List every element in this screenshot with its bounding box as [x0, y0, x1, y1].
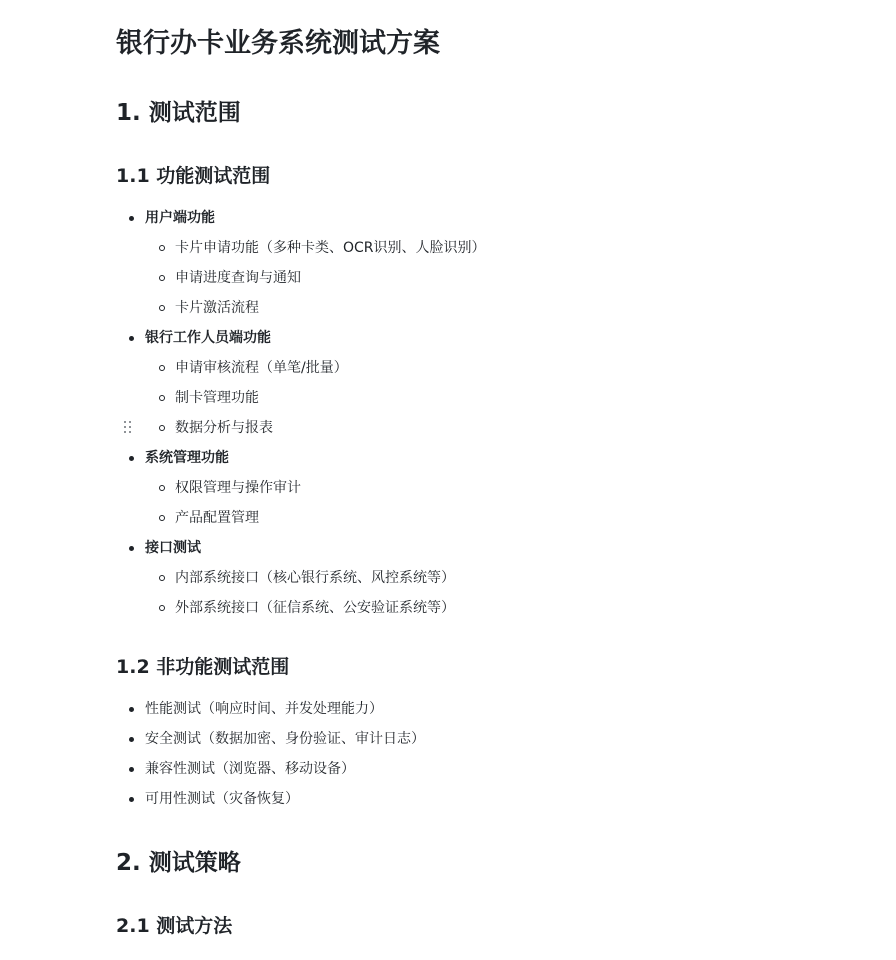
list-item-label: 银行工作人员端功能 [145, 330, 271, 346]
sub-list-item-label: 外部系统接口（征信系统、公安验证系统等） [175, 600, 455, 616]
circle-bullet-icon [159, 515, 165, 521]
sub-list-item-label: 申请进度查询与通知 [175, 270, 301, 286]
sub-list-item-label: 产品配置管理 [175, 510, 259, 526]
bullet-icon [129, 767, 134, 772]
circle-bullet-icon [159, 395, 165, 401]
list-item-label: 兼容性测试（浏览器、移动设备） [145, 761, 355, 777]
circle-bullet-icon [159, 425, 165, 431]
bullet-icon [129, 737, 134, 742]
circle-bullet-icon [159, 365, 165, 371]
list-item-label: 系统管理功能 [145, 450, 229, 466]
bullet-icon [129, 797, 134, 802]
bullet-icon [129, 546, 134, 551]
bullet-icon [129, 216, 134, 221]
drag-handle-icon[interactable] [124, 421, 134, 435]
section-heading-test-scope: 1. 测试范围 [116, 100, 241, 126]
subsection-heading-test-method: 2.1 测试方法 [116, 915, 233, 937]
subsection-heading-nonfunctional-scope: 1.2 非功能测试范围 [116, 656, 290, 678]
sub-list-item-label: 权限管理与操作审计 [175, 480, 301, 496]
circle-bullet-icon [159, 485, 165, 491]
sub-list-item-label: 申请审核流程（单笔/批量） [175, 360, 348, 376]
section-heading-test-strategy: 2. 测试策略 [116, 850, 241, 876]
sub-list-item-label: 制卡管理功能 [175, 390, 259, 406]
circle-bullet-icon [159, 245, 165, 251]
document-title: 银行办卡业务系统测试方案 [116, 28, 440, 59]
list-item-label: 用户端功能 [145, 210, 215, 226]
sub-list-item-label: 数据分析与报表 [175, 420, 273, 436]
subsection-heading-functional-scope: 1.1 功能测试范围 [116, 165, 271, 187]
list-item-label: 接口测试 [145, 540, 201, 556]
bullet-icon [129, 456, 134, 461]
sub-list-item-label: 内部系统接口（核心银行系统、风控系统等） [175, 570, 455, 586]
sub-list-item-label: 卡片申请功能（多种卡类、OCR识别、人脸识别） [175, 240, 486, 256]
circle-bullet-icon [159, 605, 165, 611]
bullet-icon [129, 707, 134, 712]
circle-bullet-icon [159, 575, 165, 581]
list-item-label: 性能测试（响应时间、并发处理能力） [145, 701, 383, 717]
bullet-icon [129, 336, 134, 341]
sub-list-item-label: 卡片激活流程 [175, 300, 259, 316]
list-item-label: 可用性测试（灾备恢复） [145, 791, 299, 807]
circle-bullet-icon [159, 305, 165, 311]
list-item-label: 安全测试（数据加密、身份验证、审计日志） [145, 731, 425, 747]
circle-bullet-icon [159, 275, 165, 281]
